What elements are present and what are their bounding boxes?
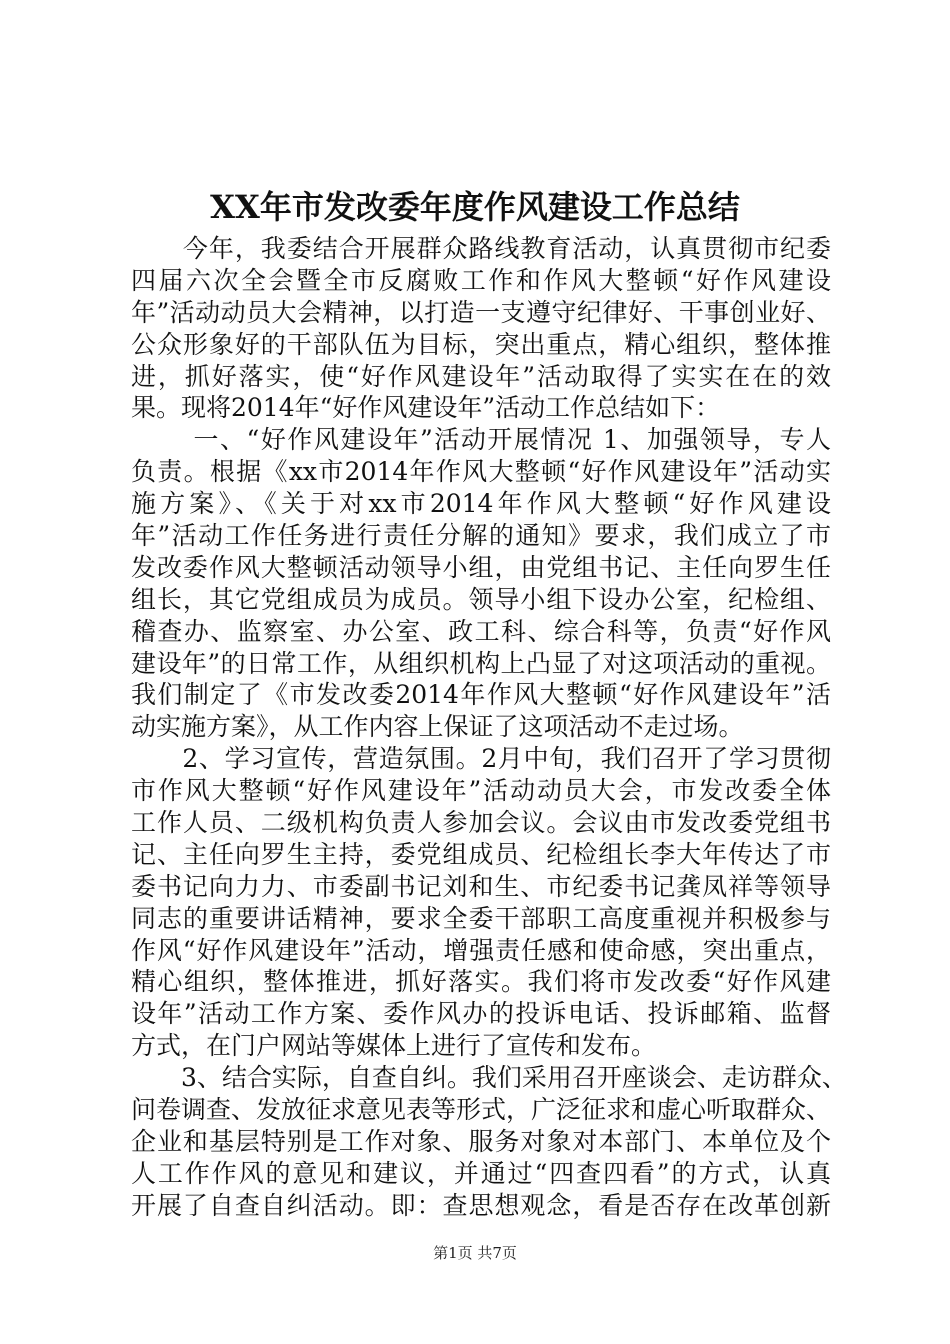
body-line: 2、学习宣传，营造氛围。2月中旬，我们召开了学习贯彻 [131, 744, 831, 774]
document-body [131, 233, 847, 1222]
body-line: 施方案》、《关于对xx市2014年作风大整顿“好作风建设 [131, 489, 831, 519]
body-line: 企业和基层特别是工作对象、服务对象对本部门、本单位及个 [131, 1126, 831, 1156]
body-line: 负责。根据《xx市2014年作风大整顿“好作风建设年”活动实 [131, 457, 831, 487]
body-line: 今年，我委结合开展群众路线教育活动，认真贯彻市纪委 [131, 234, 831, 263]
body-line: 精心组织，整体推进，抓好落实。我们将市发改委“好作风建 [131, 967, 831, 997]
body-line: 人工作作风的意见和建议，并通过“四查四看”的方式，认真 [131, 1158, 831, 1188]
body-line: 一、“好作风建设年”活动开展情况 1、加强领导，专人 [131, 425, 831, 455]
body-line: 问卷调查、发放征求意见表等形式，广泛征求和虚心听取群众、 [131, 1095, 832, 1125]
body-line: 作风“好作风建设年”活动，增强责任感和使命感，突出重点， [131, 935, 831, 965]
body-line: 3、结合实际，自查自纠。我们采用召开座谈会、走访群众、 [131, 1063, 847, 1093]
body-line: 开展了自查自纠活动。即：查思想观念，看是否存在改革创新 [131, 1190, 831, 1220]
body-line: 公众形象好的干部队伍为目标，突出重点，精心组织，整体推 [131, 329, 831, 359]
body-line: 记、主任向罗生主持，委党组成员、纪检组长李大年传达了市 [131, 839, 831, 869]
body-line: 动实施方案》，从工作内容上保证了这项活动不走过场。 [131, 712, 744, 742]
body-line: 发改委作风大整顿活动领导小组，由党组书记、主任向罗生任 [131, 552, 831, 582]
body-line: 我们制定了《市发改委2014年作风大整顿“好作风建设年”活 [131, 680, 831, 710]
body-line: 进，抓好落实，使“好作风建设年”活动取得了实实在在的效 [131, 361, 831, 391]
document-title: XX年市发改委年度作风建设工作总结 [210, 188, 740, 226]
body-line: 四届六次全会暨全市反腐败工作和作风大整顿“好作风建设 [131, 265, 831, 295]
body-line: 方式，在门户网站等媒体上进行了宣传和发布。 [131, 1031, 657, 1061]
body-line: 组长，其它党组成员为成员。领导小组下设办公室，纪检组、 [131, 584, 831, 614]
body-line: 工作人员、二级机构负责人参加会议。会议由市发改委党组书 [131, 808, 831, 838]
body-line: 稽查办、监察室、办公室、政工科、综合科等，负责“好作风 [131, 616, 831, 646]
body-line: 年”活动动员大会精神，以打造一支遵守纪律好、干事创业好、 [131, 297, 831, 327]
body-line: 委书记向力力、市委副书记刘和生、市纪委书记龚凤祥等领导 [131, 871, 831, 901]
page-footer: 第1页 共7页 [433, 1244, 517, 1262]
body-line: 设年”活动工作方案、委作风办的投诉电话、投诉邮箱、监督 [131, 999, 831, 1029]
body-line: 果。现将2014年“好作风建设年”活动工作总结如下： [131, 393, 721, 423]
body-line: 年”活动工作任务进行责任分解的通知》要求，我们成立了市 [131, 521, 831, 551]
body-line: 建设年”的日常工作，从组织机构上凸显了对这项活动的重视。 [131, 648, 831, 678]
body-line: 同志的重要讲话精神，要求全委干部职工高度重视并积极参与 [131, 903, 831, 933]
body-line: 市作风大整顿“好作风建设年”活动动员大会，市发改委全体 [131, 776, 831, 806]
